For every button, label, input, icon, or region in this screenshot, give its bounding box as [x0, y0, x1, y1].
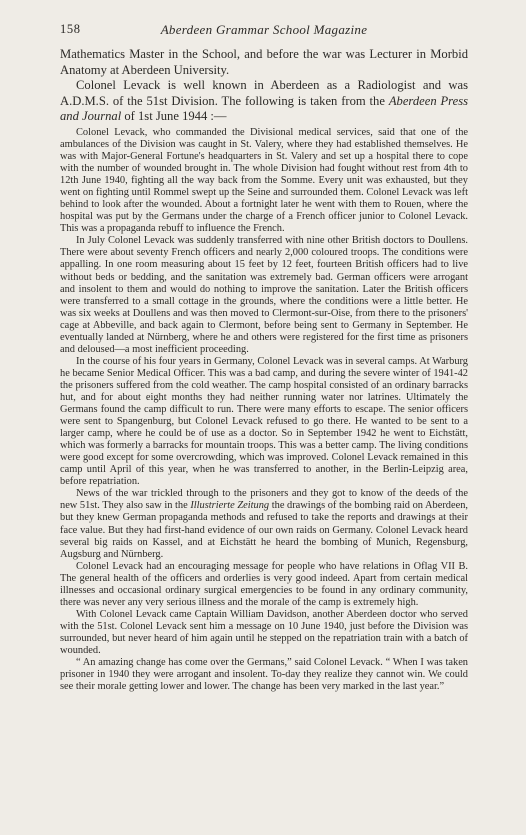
quote-paragraph-3: In the course of his four years in Germany, Colonel Levack was in several camps. At Warburg he became Senior Medical Officer. This was a bad camp, and during the severe winter of 1941-42 the prisoners suffered from the cold weather. The camp hospital consisted of an ordinary barracks hut, and for about eight months they had neither running water nor latrines. Ultimately the Germans found the camp difficult to run. There were many efforts to escape. The senior officers were sent to Spangenburg, but Colonel Levack refused to go there. He wanted to be sent to a larger camp, where he could be of use as a doctor. So in September 1942 he went to Eichstätt, which was formerly a barracks for mountain troops. This was a better camp. The living conditions were good except for some overcrowding, which was improved. Colonel Levack remained in this camp until April of this year, when he was transferred to another, in the Berlin-Leipzig area, before repatriation.: [60, 355, 468, 488]
quote-p4-after: the drawings of the bombing raid on Aberdeen, but they knew German propaganda methods and refused to take the reports and drawings at their face value. But they had first-hand evidence of our own raids on Germany. Colonel Levack heard several big raids on Kassel, and at Eichstätt he heard the bombing of Munich, Regensburg, Augsburg and Nürnberg.: [60, 500, 469, 560]
intro-paragraph-2: [60, 78, 468, 125]
quote-paragraph-2: In July Colonel Levack was suddenly transferred with nine other British doctors to Doullens. There were about seventy French officers and nearly 2,000 coloured troops. The conditions were appalling. In one room measuring about 15 feet by 12 feet, fourteen British officers had to live without beds or bedding, and the sanitation was extremely bad. German officers were arrogant and insolent to them and would do nothing to improve the sanitation. Later the British officers were transferred to a small cottage in the grounds, where the conditions were a little better. He was six weeks at Doullens and was then moved to Clermont-sur-Oise, from there to the prisoners' cage at Abbeville, and back again to Clermont, before being sent to Germany in September. He eventually landed at Nürnberg, where he and others were registered for the first time as prisoners and deloused—a most inefficient proceeding.: [60, 235, 468, 355]
quote-paragraph-4: [60, 488, 468, 560]
intro-paragraph-1: Mathematics Master in the School, and before the war was Lecturer in Morbid Anatomy at Aberdeen University.: [60, 47, 468, 77]
running-title: Aberdeen Grammar School Magazine: [160, 22, 368, 37]
page-header: [60, 22, 468, 40]
intro-text-after-source: of 1st June 1944 :—: [121, 109, 227, 124]
newspaper-title: Aberdeen Press and Journal: [60, 93, 469, 124]
page-number: 158: [60, 22, 81, 36]
quote-paragraph-1: Colonel Levack, who commanded the Divisional medical services, said that one of the ambulances of the Division was caught in St. Valery, where they had established themselves. He was with Major-General Fortune's headquarters in St. Valery and set up a hospital there to cope with the number of wounded brought in. The whole Division had fought without rest from 4th to 12th June 1940, fighting all the way back from the Somme. Every unit was exhausted, but they went on fighting until Rommel swept up the Seine and surrounded them. Colonel Levack was left behind to look after the wounded. About a fortnight later he went with them to Rouen, where the hospital was put by the Germans under the charge of a French officer junior to Colonel Levack. This was a propaganda rebuff to influence the French.: [60, 126, 468, 235]
quote-paragraph-5: Colonel Levack had an encouraging message for people who have relations in Oflag VII B. The general health of the officers and orderlies is very good indeed. Apart from certain medical illnesses and occasional ordinary surgical emergencies to be found in any ordinary community, there was never any very serious illness and the morale of the camp is extremely high.: [60, 560, 468, 608]
illustrierte-zeitung-title: Illustrierte Zeitung: [190, 500, 270, 512]
quote-paragraph-7: “ An amazing change has come over the Germans,” said Colonel Levack. “ When I was taken prisoner in 1940 they were arrogant and insolent. To-day they realize they cannot win. We could see their morale getting lower and lower. The change has been very marked in the last year.”: [60, 657, 468, 693]
quote-p4-before: News of the war trickled through to the prisoners and they got to know of the deeds of the new 51st. They also saw in the: [60, 488, 468, 512]
intro-text-before-source: Colonel Levack is well known in Aberdeen as a Radiologist and was A.D.M.S. of the 51st Division. The following is taken from the: [60, 78, 468, 108]
quoted-article: [60, 127, 468, 693]
quote-paragraph-6: With Colonel Levack came Captain William Davidson, another Aberdeen doctor who served with the 51st. Colonel Levack sent him a message on 10 June 1940, just before the Division was surrounded, but never heard of him again until he stepped on the repatriation train with a batch of wounded.: [60, 608, 468, 656]
